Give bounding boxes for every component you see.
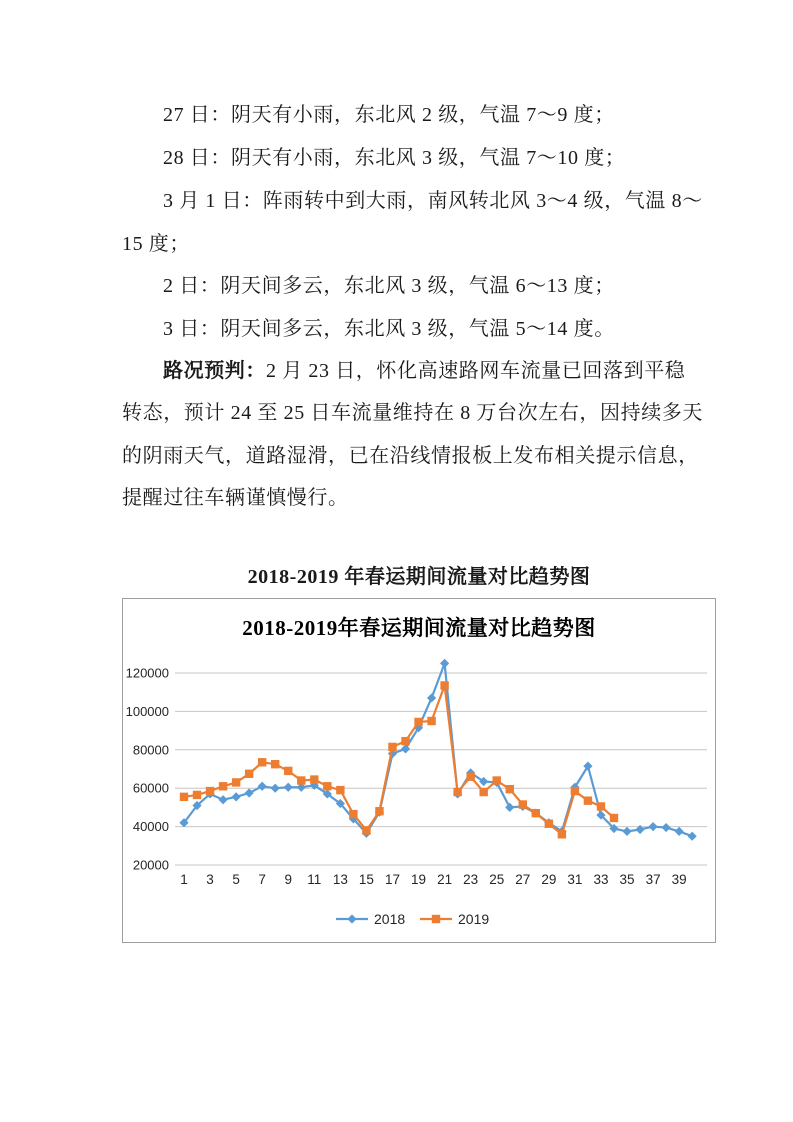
data-point-square <box>219 782 227 790</box>
axis-tick-label: 21 <box>437 872 453 887</box>
data-point-diamond <box>688 832 697 841</box>
axis-tick-label: 39 <box>671 872 687 887</box>
axis-tick-label: 11 <box>307 872 322 887</box>
road-forecast-line <box>163 359 685 383</box>
data-point-diamond <box>232 792 241 801</box>
data-point-square <box>193 791 201 799</box>
data-point-square <box>453 788 461 796</box>
data-point-diamond <box>245 788 254 797</box>
data-point-diamond <box>440 659 449 668</box>
axis-tick-label: 60000 <box>132 780 169 796</box>
weather-line-day3: 3 日：阴天间多云，东北风 3 级，气温 5～14 度。 <box>163 318 615 340</box>
data-point-square <box>479 788 487 796</box>
series-line-2019 <box>184 685 614 834</box>
road-forecast-line-4: 提醒过往车辆谨慎慢行。 <box>122 487 349 509</box>
data-point-diamond <box>284 783 293 792</box>
axis-tick-label: 1 <box>180 872 188 887</box>
data-point-square <box>206 787 214 795</box>
weather-line-day28: 28 日：阴天有小雨，东北风 3 级，气温 7～10 度； <box>163 147 626 169</box>
weather-line-day2: 2 日：阴天间多云，东北风 3 级，气温 6～13 度； <box>163 275 615 297</box>
legend-label: 2019 <box>458 911 490 927</box>
legend-item-2019 <box>420 911 489 927</box>
axis-tick-label: 20000 <box>132 857 169 873</box>
x-axis-labels <box>180 872 686 887</box>
axis-tick-label: 100000 <box>125 703 169 719</box>
data-point-square <box>245 770 253 778</box>
axis-tick-label: 7 <box>258 872 266 887</box>
data-point-diamond <box>271 784 280 793</box>
weather-line-mar1-cont: 15 度； <box>122 233 190 255</box>
weather-line-mar1: 3 月 1 日：阵雨转中到大雨，南风转北风 3～4 级，气温 8～ <box>163 190 703 212</box>
axis-tick-label: 29 <box>541 872 557 887</box>
data-point-square <box>180 793 188 801</box>
data-point-square <box>506 785 514 793</box>
axis-tick-label: 25 <box>489 872 505 887</box>
axis-tick-label: 23 <box>463 872 479 887</box>
data-point-diamond <box>675 827 684 836</box>
axis-tick-label: 19 <box>411 872 427 887</box>
chart-canvas <box>123 599 715 942</box>
axis-tick-label: 33 <box>593 872 609 887</box>
data-point-square <box>388 743 396 751</box>
data-point-square <box>610 814 618 822</box>
axis-tick-label: 80000 <box>132 742 169 758</box>
data-point-square <box>432 915 440 923</box>
data-point-square <box>375 807 383 815</box>
data-point-diamond <box>218 795 227 804</box>
series-2019 <box>180 681 618 838</box>
axis-tick-label: 27 <box>515 872 531 887</box>
data-point-square <box>336 786 344 794</box>
chart-title: 2018-2019年春运期间流量对比趋势图 <box>242 616 596 640</box>
flow-comparison-chart <box>122 598 716 943</box>
legend <box>336 911 489 927</box>
axis-tick-label: 13 <box>332 872 348 887</box>
data-point-square <box>545 820 553 828</box>
data-point-square <box>440 681 448 689</box>
data-point-square <box>493 776 501 784</box>
data-point-square <box>571 787 579 795</box>
data-point-square <box>401 737 409 745</box>
data-point-diamond <box>427 693 436 702</box>
axis-tick-label: 31 <box>567 872 583 887</box>
data-point-square <box>427 717 435 725</box>
data-point-square <box>232 778 240 786</box>
data-point-square <box>519 800 527 808</box>
legend-label: 2018 <box>374 911 406 927</box>
weather-line-day27: 27 日：阴天有小雨，东北风 2 级，气温 7～9 度； <box>163 104 615 126</box>
data-point-square <box>323 782 331 790</box>
road-forecast-text: 2 月 23 日，怀化高速路网车流量已回落到平稳 <box>266 360 686 382</box>
data-point-square <box>349 810 357 818</box>
data-point-diamond <box>648 822 657 831</box>
data-point-square <box>558 830 566 838</box>
axis-tick-label: 37 <box>645 872 661 887</box>
data-point-diamond <box>662 823 671 832</box>
data-point-square <box>258 758 266 766</box>
road-forecast-line-2: 转态，预计 24 至 25 日车流量维持在 8 万台次左右，因持续多天 <box>122 402 703 424</box>
axis-tick-label: 3 <box>206 872 214 887</box>
data-point-square <box>414 718 422 726</box>
data-point-diamond <box>622 827 631 836</box>
data-point-square <box>284 767 292 775</box>
data-point-square <box>271 760 279 768</box>
axis-tick-label: 9 <box>284 872 292 887</box>
data-point-square <box>466 772 474 780</box>
data-point-square <box>584 796 592 804</box>
axis-tick-label: 17 <box>384 872 400 887</box>
figure-caption: 2018-2019 年春运期间流量对比趋势图 <box>247 566 591 588</box>
data-point-square <box>362 826 370 834</box>
y-axis-labels <box>126 666 169 873</box>
axis-tick-label: 15 <box>358 872 374 887</box>
data-point-diamond <box>505 803 514 812</box>
data-point-diamond <box>258 782 267 791</box>
axis-tick-label: 5 <box>232 872 240 887</box>
axis-tick-label: 40000 <box>132 819 169 835</box>
data-point-square <box>297 776 305 784</box>
data-point-square <box>310 775 318 783</box>
road-forecast-label: 路况预判： <box>163 360 266 382</box>
data-point-square <box>532 809 540 817</box>
legend-item-2018 <box>336 911 405 927</box>
data-point-square <box>597 802 605 810</box>
axis-tick-label: 120000 <box>125 665 169 681</box>
road-forecast-line-3: 的阴雨天气，道路湿滑，已在沿线情报板上发布相关提示信息， <box>122 445 699 467</box>
axis-tick-label: 35 <box>619 872 635 887</box>
data-point-diamond <box>347 914 356 923</box>
